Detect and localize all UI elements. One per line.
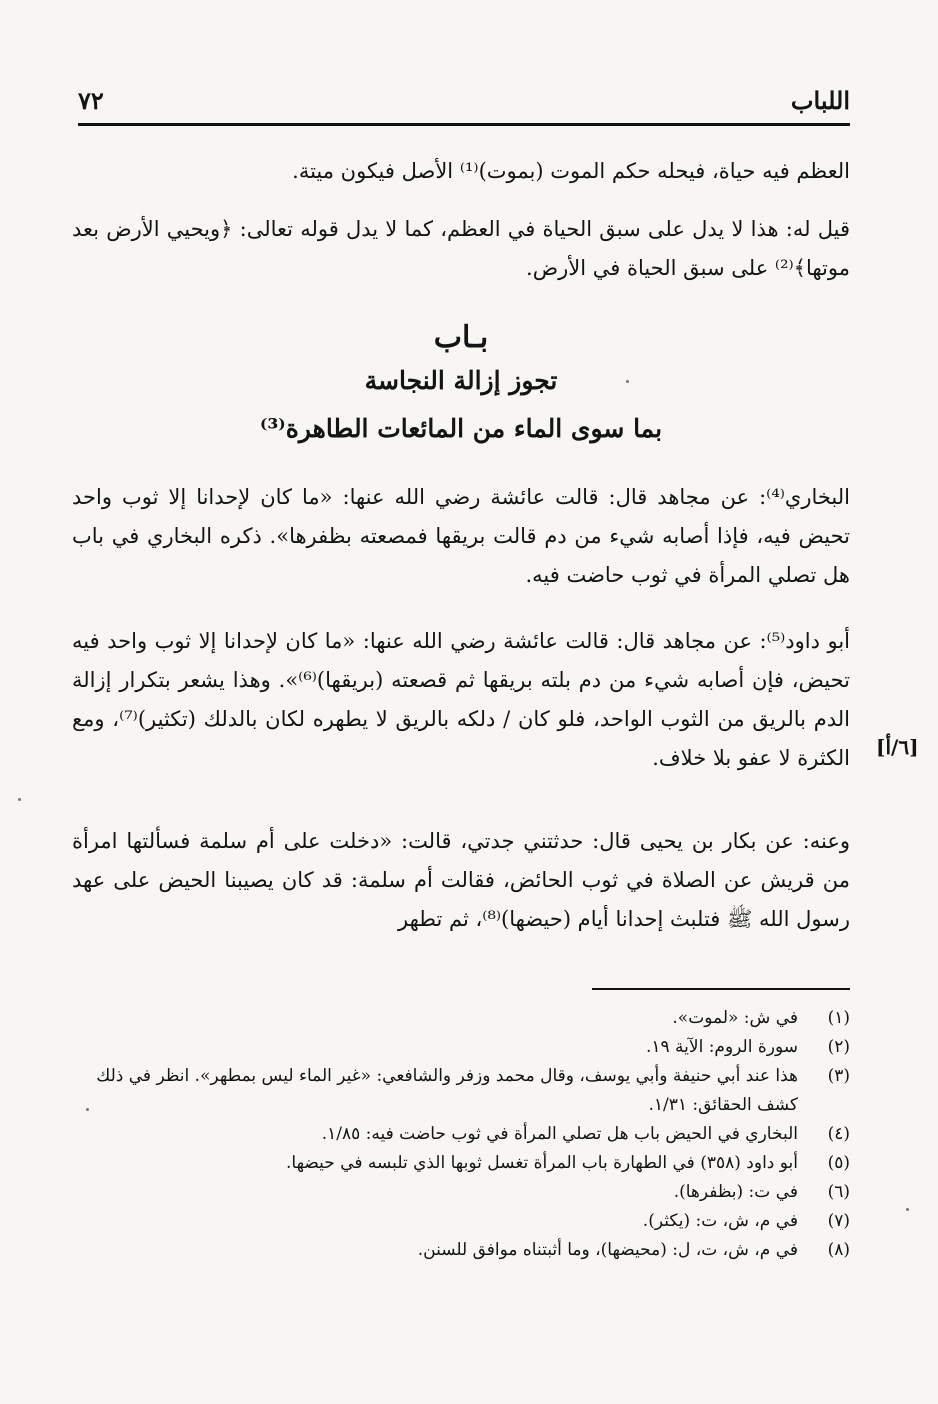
footnote-text: أبو داود (٣٥٨) في الطهارة باب المرأة تغسل ثوبها الذي تلبسه في حيضها. — [286, 1153, 798, 1173]
chapter-title-line-1: تجوز إزالة النجاسة — [364, 366, 558, 395]
scan-speck — [626, 380, 629, 383]
scan-speck — [86, 1108, 89, 1111]
page-header — [78, 86, 850, 126]
footnote-item — [72, 1120, 850, 1149]
chapter-heading-word: بـاب — [433, 320, 489, 355]
scan-speck — [18, 798, 21, 801]
footnote-number: (٦) — [827, 1182, 850, 1202]
footnote-number: (٨) — [827, 1240, 850, 1260]
page-number: ٧٢ — [78, 86, 104, 115]
paragraph-bakkar: وعنه: عن بكار بن يحيى قال: حدثتني جدتي، قالت: «دخلت على أم سلمة فسألتها امرأة من قريش عن الصلاة في ثوب الحائض، فقالت أم سلمة: قد كان يصيبنا الحيض على عهد رسول الله ﷺ فتلبث إحدانا أيام (حيضها)⁽⁸⁾، ثم تطهر — [72, 829, 850, 931]
footnote-item — [72, 1062, 850, 1120]
footnote-number: (١) — [827, 1008, 850, 1028]
footnote-text: في م، ش، ت: (يكثر). — [642, 1211, 798, 1231]
footnote-number: (٢) — [827, 1037, 850, 1057]
margin-folio-reference: [٦/أ] — [876, 735, 919, 759]
scan-speck — [906, 1208, 909, 1211]
footnote-item — [72, 1236, 850, 1265]
paragraph-bukhari: البخاري⁽⁴⁾: عن مجاهد قال: قالت عائشة رضي الله عنها: «ما كان لإحدانا إلا ثوب واحد تحيض فيه، فإذا أصابه شيء من دم قالت بريقها فمصعته بظفرها». ذكره البخاري في باب هل تصلي المرأة في ثوب حاضت فيه. — [72, 485, 850, 587]
footnote-text: البخاري في الحيض باب هل تصلي المرأة في ثوب حاضت فيه: ١/٨٥. — [321, 1124, 798, 1144]
footnote-separator — [592, 988, 850, 990]
footnote-number: (٣) — [827, 1066, 850, 1086]
paragraph-1: العظم فيه حياة، فيحله حكم الموت (بموت)⁽¹⁾ الأصل فيكون ميتة. — [292, 159, 850, 183]
footnote-number: (٧) — [827, 1211, 850, 1231]
paragraph-abu-dawud: أبو داود⁽⁵⁾: عن مجاهد قال: قالت عائشة رضي الله عنها: «ما كان لإحدانا إلا ثوب واحد فيه تحيض، فإن أصابه شيء من دم بلته بريقها ثم قصعته (بريقها)⁽⁶⁾». وهذا يشعر بتكرار إزالة الدم بالريق من الثوب الواحد، فلو كان / دلكه بالريق لا يطهره لكان بالدلك (تكثير)⁽⁷⁾، ومع الكثرة لا عفو بلا خلاف. — [72, 629, 851, 770]
footnote-text: في ش: «لموت». — [672, 1008, 798, 1028]
header-rule — [78, 123, 850, 126]
running-title: اللباب — [790, 86, 850, 115]
footnotes — [72, 1004, 850, 1265]
paragraph-2: قيل له: هذا لا يدل على سبق الحياة في العظم، كما لا يدل قوله تعالى: ﴿ويحيي الأرض بعد موتها﴾⁽²⁾ على سبق الحياة في الأرض. — [72, 217, 850, 280]
footnote-item — [72, 1004, 850, 1033]
footnote-number: (٤) — [827, 1124, 850, 1144]
footnote-text: في ت: (بظفرها). — [673, 1182, 798, 1202]
chapter-title-line-2: بما سوى الماء من المائعات الطاهرة⁽³⁾ — [259, 414, 663, 443]
footnote-item — [72, 1178, 850, 1207]
footnote-text: هذا عند أبي حنيفة وأبي يوسف، وقال محمد وزفر والشافعي: «غير الماء ليس بمطهر». انظر في ذلك كشف الحقائق: ١/٣١. — [96, 1066, 798, 1115]
footnote-item — [72, 1149, 850, 1178]
footnote-item — [72, 1207, 850, 1236]
footnote-text: في م، ش، ت، ل: (محيضها)، وما أثبتناه موافق للسنن. — [417, 1240, 798, 1260]
footnote-item — [72, 1033, 850, 1062]
footnote-number: (٥) — [827, 1153, 850, 1173]
footnote-text: سورة الروم: الآية ١٩. — [645, 1037, 798, 1057]
